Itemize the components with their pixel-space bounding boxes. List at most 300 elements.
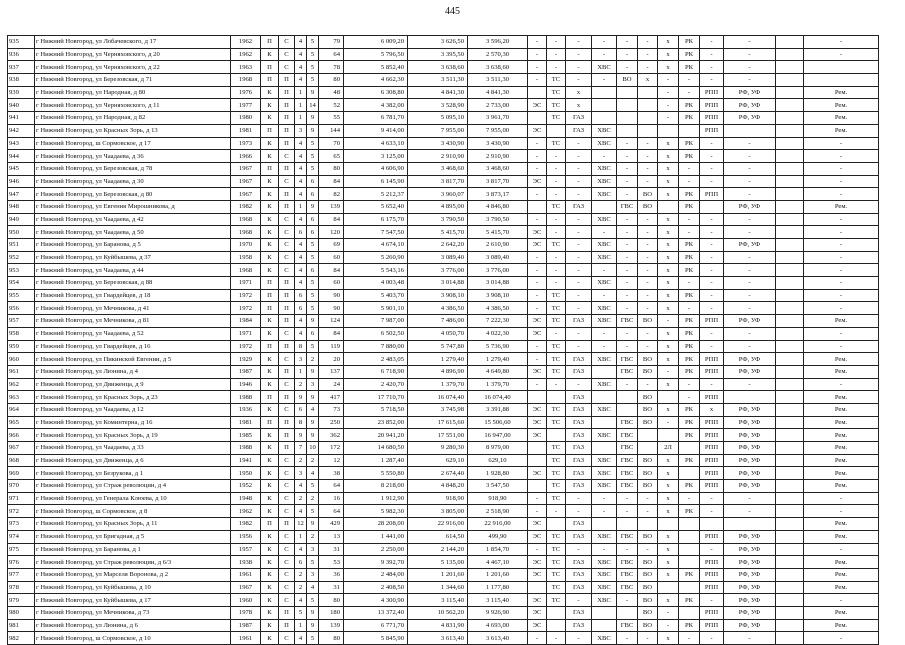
- table-cell: 1971: [231, 327, 261, 340]
- table-row: [8, 150, 879, 163]
- table-cell: -: [592, 150, 617, 163]
- table-cell: -: [700, 175, 724, 188]
- table-cell: ХВС: [592, 480, 617, 493]
- table-cell: г Нижний Новгород, ул Чаадаева, д 36: [35, 150, 231, 163]
- table-cell: 2: [307, 454, 319, 467]
- table-cell: 3 014,88: [468, 277, 528, 290]
- table-cell: -: [804, 150, 879, 163]
- table-cell: 16: [319, 492, 344, 505]
- table-cell: П: [279, 391, 295, 404]
- table-cell: -: [547, 505, 566, 518]
- table-cell: -: [724, 327, 776, 340]
- table-cell: 3 089,40: [468, 251, 528, 264]
- table-cell: ТС: [547, 403, 566, 416]
- table-cell: г Нижний Новгород, ул Чаадаева, д 33: [35, 442, 231, 455]
- table-cell: -: [528, 61, 547, 74]
- table-cell: 2 420,70: [344, 378, 408, 391]
- table-cell: 970: [8, 480, 35, 493]
- table-cell: -: [528, 289, 547, 302]
- table-cell: ГАЗ: [566, 112, 592, 125]
- table-cell: [617, 99, 638, 112]
- table-cell: -: [700, 378, 724, 391]
- table-cell: -: [700, 505, 724, 518]
- table-cell: Рем.: [804, 124, 879, 137]
- table-cell: ЭС: [528, 403, 547, 416]
- table-cell: 84: [319, 264, 344, 277]
- table-cell: [679, 606, 700, 619]
- table-row: [8, 86, 879, 99]
- table-cell: -: [566, 188, 592, 201]
- table-cell: [617, 606, 638, 619]
- table-cell: 5 550,80: [344, 467, 408, 480]
- table-cell: 4: [307, 403, 319, 416]
- table-cell: [658, 391, 679, 404]
- table-cell: 5: [307, 505, 319, 518]
- table-cell: ХВС: [592, 302, 617, 315]
- table-cell: -: [566, 137, 592, 150]
- table-cell: -: [617, 137, 638, 150]
- table-cell: ГАЗ: [566, 480, 592, 493]
- table-cell: -: [724, 213, 776, 226]
- table-cell: x: [658, 150, 679, 163]
- table-cell: К: [261, 137, 279, 150]
- table-cell: -: [724, 175, 776, 188]
- table-row: [8, 391, 879, 404]
- table-cell: ВО: [638, 403, 658, 416]
- table-row: [8, 112, 879, 125]
- table-cell: 4: [295, 61, 307, 74]
- table-cell: 9: [295, 429, 307, 442]
- table-cell: 5 260,90: [344, 251, 408, 264]
- table-cell: 1: [295, 112, 307, 125]
- table-cell: Рем.: [804, 581, 879, 594]
- table-cell: 2: [295, 378, 307, 391]
- table-cell: -: [617, 492, 638, 505]
- table-cell: РФ, УФ: [724, 315, 776, 328]
- table-cell: 2 570,30: [468, 48, 528, 61]
- table-cell: РФ, УФ: [724, 112, 776, 125]
- table-cell: ТС: [547, 353, 566, 366]
- table-cell: 7 987,00: [344, 315, 408, 328]
- table-cell: 5: [295, 606, 307, 619]
- table-cell: ВО: [638, 188, 658, 201]
- table-cell: [776, 188, 804, 201]
- table-cell: -: [724, 226, 776, 239]
- table-cell: -: [700, 264, 724, 277]
- table-cell: x: [658, 188, 679, 201]
- table-cell: П: [261, 162, 279, 175]
- table-cell: 975: [8, 543, 35, 556]
- table-cell: -: [528, 264, 547, 277]
- table-cell: 6: [307, 213, 319, 226]
- table-cell: [776, 74, 804, 87]
- table-cell: ГАЗ: [566, 442, 592, 455]
- table-cell: 250: [319, 416, 344, 429]
- table-cell: x: [658, 289, 679, 302]
- table-cell: [700, 200, 724, 213]
- table-cell: 8: [295, 340, 307, 353]
- table-cell: -: [724, 505, 776, 518]
- table-cell: 1: [295, 365, 307, 378]
- table-cell: РФ, УФ: [724, 239, 776, 252]
- table-cell: x: [658, 556, 679, 569]
- table-cell: -: [528, 48, 547, 61]
- table-cell: -: [547, 36, 566, 49]
- table-cell: ХВС: [592, 188, 617, 201]
- table-cell: [638, 518, 658, 531]
- table-cell: ГВС: [617, 429, 638, 442]
- table-cell: РК: [679, 353, 700, 366]
- table-cell: П: [261, 124, 279, 137]
- table-cell: 1 177,80: [468, 581, 528, 594]
- table-cell: [592, 619, 617, 632]
- table-cell: -: [804, 188, 879, 201]
- table-row: [8, 124, 879, 137]
- table-cell: 942: [8, 124, 35, 137]
- table-cell: К: [261, 365, 279, 378]
- table-cell: РК: [679, 61, 700, 74]
- table-cell: ТС: [547, 480, 566, 493]
- table-cell: -: [679, 213, 700, 226]
- table-cell: -: [700, 226, 724, 239]
- table-cell: ХВС: [592, 530, 617, 543]
- table-row: [8, 606, 879, 619]
- table-cell: -: [547, 150, 566, 163]
- table-cell: -: [724, 162, 776, 175]
- table-cell: -: [592, 36, 617, 49]
- table-cell: С: [279, 251, 295, 264]
- table-cell: -: [700, 239, 724, 252]
- table-cell: 937: [8, 61, 35, 74]
- table-cell: С: [279, 175, 295, 188]
- table-cell: 3 014,88: [408, 277, 468, 290]
- table-cell: ВО: [638, 606, 658, 619]
- table-cell: 1971: [231, 277, 261, 290]
- table-cell: -: [638, 264, 658, 277]
- table-cell: 2 408,50: [344, 581, 408, 594]
- table-cell: Рем.: [804, 442, 879, 455]
- table-cell: ХВС: [592, 61, 617, 74]
- table-cell: -: [804, 226, 879, 239]
- table-cell: 918,90: [408, 492, 468, 505]
- table-cell: РПП: [700, 124, 724, 137]
- table-cell: [592, 391, 617, 404]
- table-cell: Рем.: [804, 416, 879, 429]
- table-cell: -: [700, 213, 724, 226]
- table-cell: 79: [319, 36, 344, 49]
- table-cell: К: [261, 442, 279, 455]
- table-cell: 953: [8, 264, 35, 277]
- table-row: [8, 340, 879, 353]
- table-cell: С: [279, 467, 295, 480]
- table-cell: 3 547,50: [468, 480, 528, 493]
- table-cell: С: [279, 480, 295, 493]
- table-cell: 1962: [231, 505, 261, 518]
- table-cell: 936: [8, 48, 35, 61]
- table-cell: -: [638, 632, 658, 645]
- table-cell: 5: [307, 340, 319, 353]
- table-cell: 5 845,90: [344, 632, 408, 645]
- table-cell: Рем.: [804, 86, 879, 99]
- table-cell: 3 528,90: [408, 99, 468, 112]
- table-cell: П: [261, 416, 279, 429]
- table-cell: РК: [679, 365, 700, 378]
- table-cell: С: [279, 594, 295, 607]
- table-cell: 9 414,00: [344, 124, 408, 137]
- table-cell: ТС: [547, 365, 566, 378]
- table-cell: П: [279, 340, 295, 353]
- table-cell: [776, 124, 804, 137]
- table-cell: К: [261, 200, 279, 213]
- table-cell: С: [279, 353, 295, 366]
- table-cell: ВО: [617, 74, 638, 87]
- table-cell: 3: [307, 568, 319, 581]
- table-cell: г Нижний Новгород, ул Народная, д 80: [35, 86, 231, 99]
- table-cell: К: [261, 594, 279, 607]
- table-cell: x: [658, 61, 679, 74]
- table-cell: x: [566, 99, 592, 112]
- table-cell: -: [592, 505, 617, 518]
- table-cell: 6 308,80: [344, 86, 408, 99]
- table-cell: 16 947,00: [468, 429, 528, 442]
- table-cell: x: [658, 251, 679, 264]
- table-cell: [679, 467, 700, 480]
- table-cell: -: [566, 175, 592, 188]
- table-cell: -: [547, 632, 566, 645]
- table-cell: ВО: [638, 619, 658, 632]
- table-cell: -: [638, 226, 658, 239]
- table-cell: 2 518,90: [468, 505, 528, 518]
- table-cell: [776, 200, 804, 213]
- table-row: [8, 213, 879, 226]
- table-cell: 8 218,00: [344, 480, 408, 493]
- table-cell: 1929: [231, 353, 261, 366]
- table-cell: РФ, УФ: [724, 581, 776, 594]
- table-cell: -: [566, 36, 592, 49]
- table-cell: [776, 518, 804, 531]
- table-cell: 1 201,60: [468, 568, 528, 581]
- table-cell: г Нижний Новгород, ул Генерала Клюева, д 10: [35, 492, 231, 505]
- table-cell: 6: [307, 264, 319, 277]
- table-cell: ТС: [547, 74, 566, 87]
- table-cell: П: [279, 315, 295, 328]
- table-cell: 499,90: [468, 530, 528, 543]
- table-cell: РФ, УФ: [724, 467, 776, 480]
- table-cell: 2 674,40: [408, 467, 468, 480]
- table-cell: 1972: [231, 302, 261, 315]
- table-cell: РК: [679, 429, 700, 442]
- table-cell: [679, 124, 700, 137]
- table-cell: 954: [8, 277, 35, 290]
- table-row: [8, 581, 879, 594]
- table-cell: Рем.: [804, 429, 879, 442]
- table-cell: К: [261, 480, 279, 493]
- table-cell: [776, 277, 804, 290]
- table-cell: -: [638, 239, 658, 252]
- table-cell: 966: [8, 429, 35, 442]
- table-cell: 13 372,40: [344, 606, 408, 619]
- table-cell: [804, 61, 879, 74]
- table-cell: ЭС: [528, 429, 547, 442]
- table-cell: Рем.: [804, 619, 879, 632]
- table-cell: 5: [307, 480, 319, 493]
- table-cell: 973: [8, 518, 35, 531]
- table-cell: ГАЗ: [566, 416, 592, 429]
- table-cell: 3 638,60: [468, 61, 528, 74]
- table-cell: С: [279, 150, 295, 163]
- table-cell: 180: [319, 606, 344, 619]
- table-cell: г Нижний Новгород, ул Черняховского, д 11: [35, 99, 231, 112]
- table-cell: ХВС: [592, 213, 617, 226]
- table-cell: К: [261, 315, 279, 328]
- table-cell: П: [279, 112, 295, 125]
- table-cell: 9: [307, 416, 319, 429]
- table-cell: Рем.: [804, 365, 879, 378]
- table-cell: [679, 556, 700, 569]
- table-cell: ТС: [547, 340, 566, 353]
- table-cell: С: [279, 264, 295, 277]
- table-cell: [776, 213, 804, 226]
- table-cell: x: [658, 213, 679, 226]
- table-cell: [617, 403, 638, 416]
- table-cell: [776, 632, 804, 645]
- table-cell: x: [658, 492, 679, 505]
- table-cell: ХВС: [592, 378, 617, 391]
- table-cell: -: [724, 302, 776, 315]
- table-cell: г Нижний Новгород, ул Черняховского, д 22: [35, 61, 231, 74]
- table-cell: ВО: [638, 353, 658, 366]
- table-cell: [776, 327, 804, 340]
- table-cell: 1941: [231, 454, 261, 467]
- table-cell: [776, 467, 804, 480]
- table-cell: 979: [8, 594, 35, 607]
- table-cell: ЭС: [528, 619, 547, 632]
- table-cell: С: [279, 61, 295, 74]
- table-cell: РПП: [700, 391, 724, 404]
- table-cell: 2 642,20: [408, 239, 468, 252]
- table-cell: [592, 365, 617, 378]
- table-cell: 3: [295, 124, 307, 137]
- table-cell: П: [261, 302, 279, 315]
- table-cell: -: [724, 251, 776, 264]
- table-cell: 12: [319, 454, 344, 467]
- table-cell: К: [261, 619, 279, 632]
- table-cell: ХВС: [592, 315, 617, 328]
- page-number: 445: [445, 6, 460, 17]
- table-cell: -: [679, 492, 700, 505]
- table-cell: ЭС: [528, 467, 547, 480]
- table-cell: 1972: [231, 340, 261, 353]
- table-cell: 1: [295, 86, 307, 99]
- table-cell: 3: [295, 467, 307, 480]
- table-cell: ГАЗ: [566, 454, 592, 467]
- table-cell: x: [658, 48, 679, 61]
- table-cell: РФ, УФ: [724, 454, 776, 467]
- table-cell: -: [528, 162, 547, 175]
- table-cell: РФ, УФ: [724, 442, 776, 455]
- table-cell: -: [617, 188, 638, 201]
- table-row: [8, 239, 879, 252]
- table-cell: ЭС: [528, 175, 547, 188]
- table-cell: [776, 594, 804, 607]
- table-cell: -: [547, 61, 566, 74]
- table-cell: 960: [8, 353, 35, 366]
- table-cell: РПП: [700, 454, 724, 467]
- table-cell: 1938: [231, 556, 261, 569]
- table-cell: 4 386,50: [408, 302, 468, 315]
- table-cell: -: [804, 340, 879, 353]
- table-cell: [776, 606, 804, 619]
- table-cell: -: [547, 48, 566, 61]
- table-cell: 1981: [231, 124, 261, 137]
- table-cell: -: [566, 213, 592, 226]
- table-cell: -: [638, 543, 658, 556]
- table-cell: 972: [8, 505, 35, 518]
- table-row: [8, 226, 879, 239]
- table-cell: К: [261, 353, 279, 366]
- table-cell: [638, 429, 658, 442]
- table-cell: 12: [295, 518, 307, 531]
- table-cell: -: [638, 48, 658, 61]
- table-cell: 2: [307, 492, 319, 505]
- table-cell: 4 300,90: [344, 594, 408, 607]
- table-cell: П: [279, 619, 295, 632]
- table-cell: П: [279, 86, 295, 99]
- table-cell: [776, 162, 804, 175]
- table-row: [8, 543, 879, 556]
- table-cell: 5 403,70: [344, 289, 408, 302]
- table-cell: 614,50: [408, 530, 468, 543]
- table-cell: 4: [295, 150, 307, 163]
- table-cell: 13: [319, 530, 344, 543]
- table-cell: г Нижний Новгород, ул Березовская, д 80: [35, 188, 231, 201]
- table-cell: -: [528, 302, 547, 315]
- table-cell: 3 511,30: [408, 74, 468, 87]
- table-cell: -: [804, 264, 879, 277]
- table-cell: [776, 251, 804, 264]
- table-row: [8, 442, 879, 455]
- table-cell: С: [279, 378, 295, 391]
- table-cell: 9: [307, 429, 319, 442]
- table-cell: 1967: [231, 188, 261, 201]
- table-cell: [658, 518, 679, 531]
- table-cell: 7: [295, 442, 307, 455]
- table-cell: 2 910,90: [408, 150, 468, 163]
- table-cell: -: [547, 175, 566, 188]
- table-cell: Рем.: [804, 112, 879, 125]
- table-cell: 1 379,70: [408, 378, 468, 391]
- table-cell: Рем.: [804, 99, 879, 112]
- table-cell: -: [617, 302, 638, 315]
- table-cell: К: [261, 239, 279, 252]
- table-cell: г Нижний Новгород, ул Красных Зорь, д 11: [35, 518, 231, 531]
- table-cell: -: [617, 289, 638, 302]
- table-cell: 974: [8, 530, 35, 543]
- table-cell: РПП: [700, 581, 724, 594]
- table-cell: г Нижний Новгород, ул Чаадаева, д 50: [35, 226, 231, 239]
- table-cell: 3 596,20: [468, 36, 528, 49]
- table-cell: К: [261, 632, 279, 645]
- table-cell: ГАЗ: [566, 315, 592, 328]
- table-cell: [528, 391, 547, 404]
- table-cell: 9: [307, 391, 319, 404]
- table-cell: П: [261, 61, 279, 74]
- table-cell: 4: [295, 632, 307, 645]
- table-cell: -: [804, 543, 879, 556]
- table-cell: -: [724, 340, 776, 353]
- table-cell: [658, 200, 679, 213]
- table-cell: 940: [8, 99, 35, 112]
